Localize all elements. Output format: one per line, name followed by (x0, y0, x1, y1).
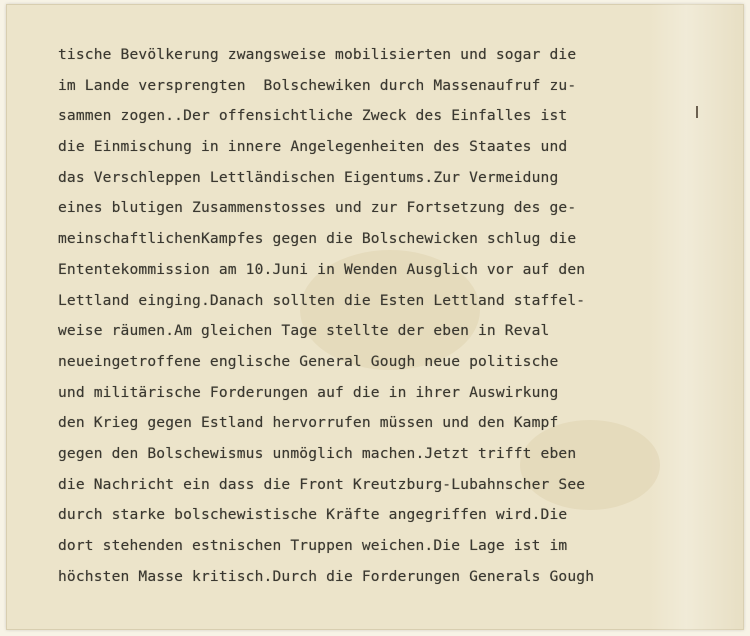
text-line: neueingetroffene englische General Gough neue politische (58, 352, 559, 370)
text-line: das Verschleppen Lettländischen Eigentums.Zur Vermeidung (58, 168, 559, 186)
text-line: die Einmischung in innere Angelegenheiten des Staates und (58, 138, 568, 156)
text-line: den Krieg gegen Estland hervorrufen müssen und den Kampf (58, 414, 559, 432)
text-line: gegen den Bolschewismus unmöglich machen.Jetzt trifft eben (58, 444, 577, 462)
typed-text-body (58, 40, 698, 592)
text-line: durch starke bolschewistische Kräfte angegriffen wird.Die (58, 506, 568, 524)
text-line: meinschaftlichenKampfes gegen die Bolschewicken schlug die (58, 230, 577, 248)
text-line: Lettland einging.Danach sollten die Esten Lettland staffel- (58, 291, 586, 309)
text-line: sammen zogen..Der offensichtliche Zweck des Einfalles ist (58, 107, 568, 125)
text-line: höchsten Masse kritisch.Durch die Forderungen Generals Gough (58, 567, 595, 585)
text-line: im Lande versprengten Bolschewiken durch Massenaufruf zu- (58, 76, 577, 94)
text-line: die Nachricht ein dass die Front Kreutzburg-Lubahnscher See (58, 475, 586, 493)
text-line: dort stehenden estnischen Truppen weichen.Die Lage ist im (58, 537, 568, 554)
text-line: eines blutigen Zusammenstosses und zur Fortsetzung des ge- (58, 199, 577, 217)
text-line: Ententekommission am 10.Juni in Wenden Ausglich vor auf den (58, 260, 586, 278)
text-line: tische Bevölkerung zwangsweise mobilisierten und sogar die (58, 46, 577, 63)
text-line: und militärische Forderungen auf die in ihrer Auswirkung (58, 383, 559, 401)
text-line: weise räumen.Am gleichen Tage stellte der eben in Reval (58, 322, 550, 340)
